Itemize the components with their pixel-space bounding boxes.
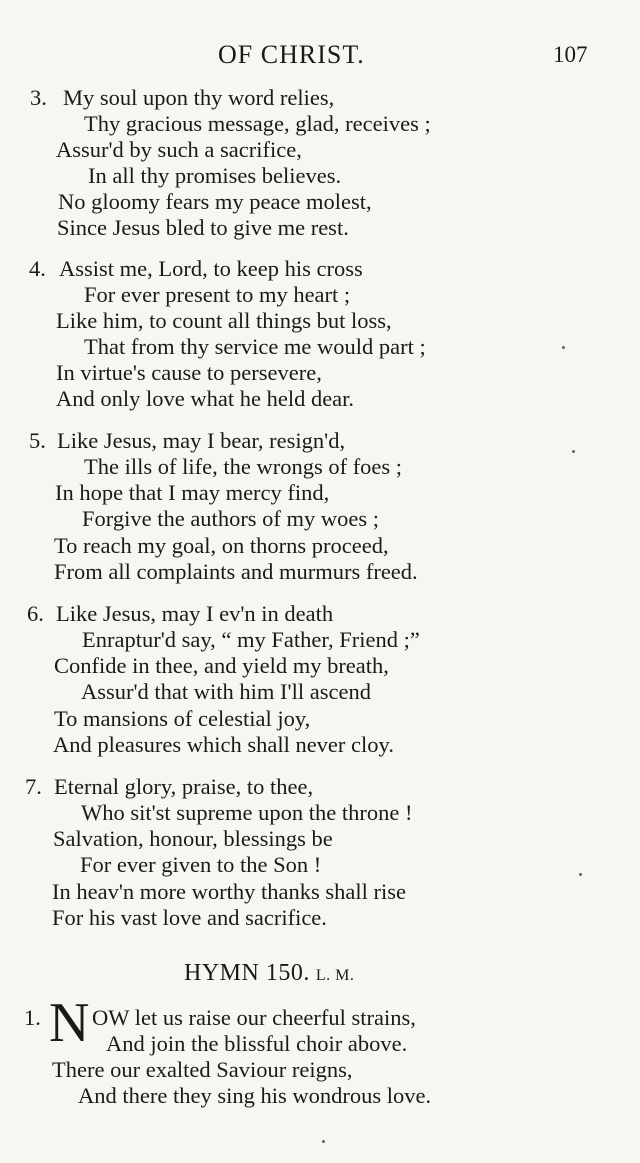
verse-line: In hope that I may mercy find, bbox=[55, 480, 330, 505]
verse-line: Like him, to count all things but loss, bbox=[56, 308, 392, 333]
verse-line: Thy gracious message, glad, receives ; bbox=[84, 111, 431, 136]
verse-line: And pleasures which shall never cloy. bbox=[53, 732, 394, 757]
verse-line: My soul upon thy word relies, bbox=[63, 85, 335, 110]
verse-line: That from thy service me would part ; bbox=[84, 334, 426, 359]
verse-line: Assur'd that with him I'll ascend bbox=[81, 679, 371, 704]
verse-line: OW let us raise our cheerful strains, bbox=[92, 1005, 416, 1030]
paper-speck bbox=[579, 873, 582, 876]
verse-line: Confide in thee, and yield my breath, bbox=[54, 653, 389, 678]
verse-line: Since Jesus bled to give me rest. bbox=[57, 215, 349, 240]
verse-line: And join the blissful choir above. bbox=[106, 1031, 408, 1056]
verse-line: In heav'n more worthy thanks shall rise bbox=[52, 879, 406, 904]
verse-line: Enraptur'd say, “ my Father, Friend ;” bbox=[82, 627, 420, 652]
verse-line: And there they sing his wondrous love. bbox=[78, 1083, 432, 1108]
verse-line: For his vast love and sacrifice. bbox=[52, 905, 327, 930]
stanza-number: 3. bbox=[30, 85, 47, 110]
hymn-meter: L. M. bbox=[315, 967, 355, 984]
verse-line: There our exalted Saviour reigns, bbox=[52, 1057, 353, 1082]
verse-line: And only love what he held dear. bbox=[56, 386, 355, 411]
paper-speck bbox=[562, 346, 565, 349]
paper-speck bbox=[322, 1140, 325, 1143]
verse-line: For ever present to my heart ; bbox=[84, 282, 351, 307]
verse-line: The ills of life, the wrongs of foes ; bbox=[84, 454, 403, 479]
verse-line: Forgive the authors of my woes ; bbox=[82, 506, 380, 531]
verse-line: To mansions of celestial joy, bbox=[54, 706, 311, 731]
verse-line: Assur'd by such a sacrifice, bbox=[56, 137, 302, 162]
stanza-number: 7. bbox=[25, 774, 42, 799]
verse-line: In virtue's cause to persevere, bbox=[56, 360, 322, 385]
stanza-number: 6. bbox=[27, 601, 44, 626]
hymn-title: HYMN 150. bbox=[184, 960, 310, 986]
verse-line: To reach my goal, on thorns proceed, bbox=[54, 533, 389, 558]
stanza-number: 4. bbox=[29, 256, 46, 281]
verse-line: Eternal glory, praise, to thee, bbox=[54, 774, 314, 799]
hymn-heading bbox=[184, 960, 354, 987]
stanza-number: 1. bbox=[24, 1005, 41, 1030]
verse-line: Who sit'st supreme upon the throne ! bbox=[81, 800, 413, 825]
verse-line: No gloomy fears my peace molest, bbox=[58, 189, 372, 214]
verse-line: In all thy promises believes. bbox=[88, 163, 342, 188]
running-head bbox=[0, 38, 640, 78]
drop-cap: N bbox=[49, 992, 90, 1054]
verse-line: For ever given to the Son ! bbox=[80, 852, 322, 877]
running-title: OF CHRIST. bbox=[218, 40, 365, 69]
verse-line: Salvation, honour, blessings be bbox=[53, 826, 333, 851]
paper-speck bbox=[572, 450, 575, 453]
verse-line: Like Jesus, may I bear, resign'd, bbox=[57, 428, 346, 453]
stanza-number: 5. bbox=[29, 428, 46, 453]
verse-line: From all complaints and murmurs freed. bbox=[54, 559, 418, 584]
page-number: 107 bbox=[553, 42, 588, 67]
verse-line: Like Jesus, may I ev'n in death bbox=[56, 601, 334, 626]
verse-line: Assist me, Lord, to keep his cross bbox=[59, 256, 363, 281]
